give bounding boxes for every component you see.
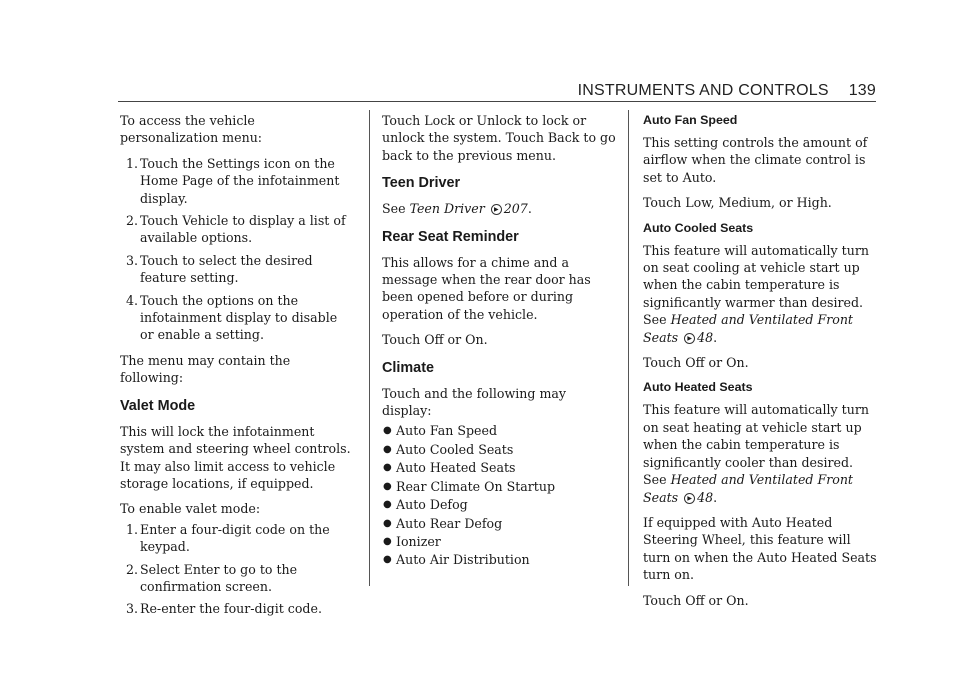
climate-heading: Climate: [382, 359, 434, 376]
section-title: INSTRUMENTS AND CONTROLS: [577, 82, 829, 99]
column-divider: [369, 110, 370, 586]
fan-touch-text: Touch Low, Medium, or High.: [643, 195, 832, 211]
cross-reference-link[interactable]: Heated and Ventilated Front Seats: [643, 472, 853, 505]
personalization-steps: [120, 155, 354, 344]
bullet-icon: ●: [383, 462, 392, 474]
list-item: ● Auto Cooled Seats: [383, 441, 514, 457]
valet-text: This will lock the infotainment system and steering wheel controls. It may also limit access to vehicle storage locations, if equipped.: [120, 423, 351, 491]
header-divider: [118, 101, 876, 102]
auto-cooled-seats-heading: Auto Cooled Seats: [643, 220, 754, 235]
page-header: [578, 82, 876, 100]
rear-text: This allows for a chime and a message when the rear door has been opened before or during operation of the vehicle.: [382, 254, 591, 322]
bullet-icon: ●: [383, 480, 392, 492]
valet-steps: [120, 521, 354, 618]
list-item: 3. Touch to select the desired feature setting.: [126, 252, 313, 286]
heated-touch-text: Touch Off or On.: [643, 592, 749, 608]
cross-reference-link[interactable]: Heated and Ventilated Front Seats: [643, 312, 853, 345]
teen-driver-heading: Teen Driver: [382, 175, 461, 192]
bullet-icon: ●: [383, 499, 392, 511]
list-item: ● Auto Heated Seats: [383, 460, 516, 476]
auto-fan-speed-heading: Auto Fan Speed: [643, 113, 738, 127]
cooled-touch-text: Touch Off or On.: [643, 355, 749, 371]
page-reference[interactable]: 48: [697, 489, 714, 505]
bullet-icon: ●: [383, 443, 392, 455]
page-ref-icon: ▶: [491, 204, 502, 215]
valet-enable-text: To enable valet mode:: [120, 501, 261, 517]
page-number: 139: [848, 82, 876, 99]
cooled-text: This feature will automatically turn on seat cooling at vehicle start up when the cabin temperature is significantly warmer than desired. See Heated and Ventilated Front Seats ▶ 48.: [643, 242, 869, 345]
climate-text: Touch and the following may display:: [382, 385, 567, 419]
list-item: ● Ionizer: [383, 533, 441, 549]
menu-text: The menu may contain the following:: [120, 352, 291, 386]
list-item: ● Auto Rear Defog: [383, 515, 503, 531]
column-1: [120, 112, 354, 626]
list-item: 2. Select Enter to go to the confirmation screen.: [126, 561, 298, 594]
column-2: [382, 112, 616, 570]
fan-text: This setting controls the amount of airflow when the climate control is set to Auto.: [643, 135, 868, 185]
page-ref-icon: ▶: [684, 333, 695, 344]
column-divider: [628, 110, 629, 586]
bullet-icon: ●: [383, 535, 392, 547]
heated-extra-text: If equipped with Auto Heated Steering Wheel, this feature will turn on when the Auto Heated Seats turn on.: [643, 514, 877, 583]
list-item: ● Auto Air Distribution: [383, 552, 530, 568]
valet-mode-heading: Valet Mode: [120, 397, 196, 414]
page-reference[interactable]: 207: [503, 201, 528, 217]
list-item: 3. Re-enter the four-digit code.: [126, 601, 322, 617]
column-3: [643, 112, 877, 617]
climate-list: [382, 422, 616, 568]
bullet-icon: ●: [383, 554, 392, 566]
list-item: 4. Touch the options on the infotainment display to disable or enable a setting.: [126, 292, 338, 343]
list-item: 1. Enter a four-digit code on the keypad.: [126, 521, 330, 555]
lock-text: Touch Lock or Unlock to lock or unlock the system. Touch Back to go back to the previous menu.: [382, 113, 616, 163]
intro-text: To access the vehicle personalization menu:: [120, 113, 263, 146]
list-item: 2. Touch Vehicle to display a list of available options.: [126, 213, 346, 246]
list-item: 1. Touch the Settings icon on the Home Page of the infotainment display.: [126, 155, 340, 206]
cross-reference-link[interactable]: Teen Driver: [409, 201, 485, 217]
bullet-icon: ●: [383, 517, 392, 529]
teen-driver-ref: See Teen Driver ▶ 207.: [382, 201, 532, 217]
page-reference[interactable]: 48: [697, 329, 714, 345]
heated-text: This feature will automatically turn on seat heating at vehicle start up when the cabin temperature is significantly cooler than desired. See Heated and Ventilated Front Seats ▶ 48.: [643, 402, 869, 505]
rear-touch-text: Touch Off or On.: [382, 332, 488, 348]
auto-heated-seats-heading: Auto Heated Seats: [643, 380, 753, 395]
page-ref-icon: ▶: [684, 493, 695, 504]
bullet-icon: ●: [383, 425, 392, 437]
list-item: ● Auto Defog: [383, 497, 468, 513]
list-item: ● Rear Climate On Startup: [383, 478, 556, 494]
rear-seat-reminder-heading: Rear Seat Reminder: [382, 228, 519, 245]
list-item: ● Auto Fan Speed: [383, 423, 498, 439]
